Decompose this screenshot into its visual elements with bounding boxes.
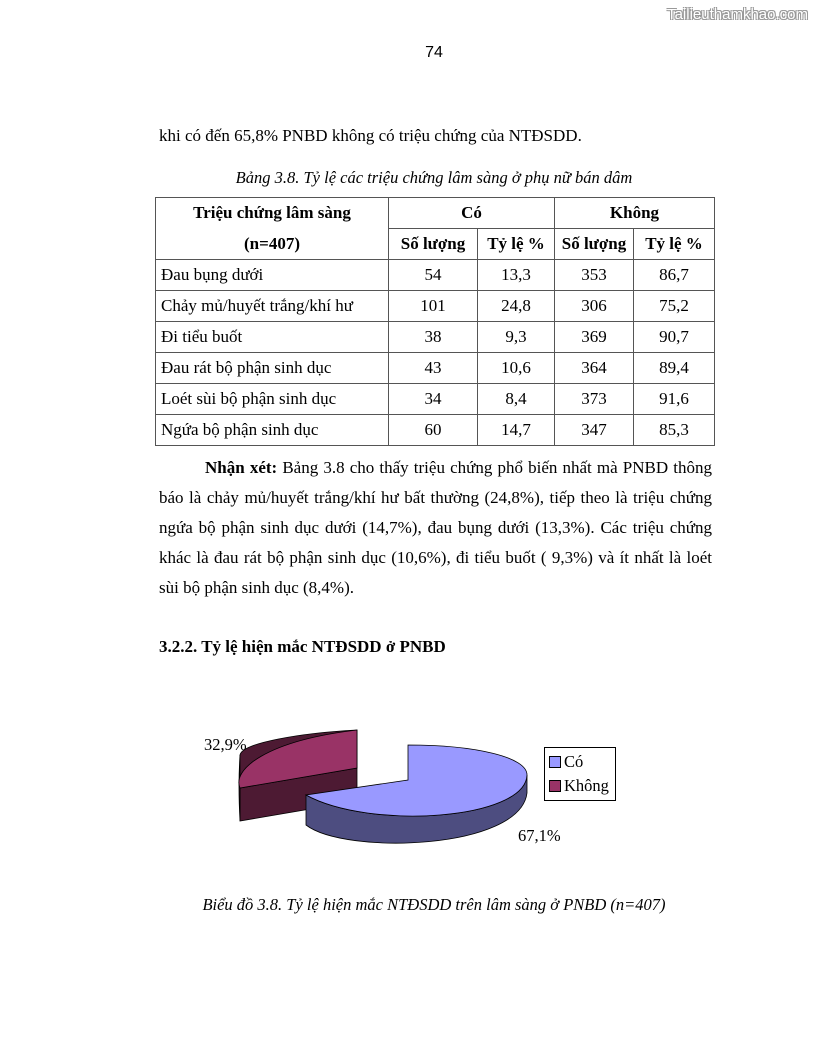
khong-count: 373 <box>555 384 634 415</box>
co-count: 101 <box>389 291 478 322</box>
khong-count: 364 <box>555 353 634 384</box>
comment-paragraph <box>159 453 712 603</box>
row-label: Loét sùi bộ phận sinh dục <box>156 384 389 415</box>
section-heading: 3.2.2. Tỷ lệ hiện mắc NTĐSDD ở PNBD <box>159 637 446 656</box>
khong-pct: 85,3 <box>634 415 715 446</box>
khong-count: 369 <box>555 322 634 353</box>
symptom-table <box>155 197 715 446</box>
table-row <box>156 415 715 446</box>
row-label: Chảy mủ/huyết trắng/khí hư <box>156 291 389 322</box>
khong-pct: 91,6 <box>634 384 715 415</box>
header-n: (n=407) <box>156 229 389 260</box>
table-row <box>156 384 715 415</box>
legend-label-khong: Không <box>564 776 609 795</box>
header-khong-count: Số lượng <box>555 229 634 260</box>
label-co-pct: 67,1% <box>518 826 561 845</box>
header-symptom: Triệu chứng lâm sàng <box>156 198 389 229</box>
comment-label: Nhận xét: <box>205 458 278 477</box>
co-pct: 8,4 <box>478 384 555 415</box>
table-caption: Bảng 3.8. Tỷ lệ các triệu chứng lâm sàng ở phụ nữ bán dâm <box>235 168 633 187</box>
co-pct: 9,3 <box>478 322 555 353</box>
header-group-khong: Không <box>555 198 715 229</box>
pie-chart <box>230 725 540 845</box>
header-co-count: Số lượng <box>389 229 478 260</box>
chart-legend <box>544 747 616 801</box>
legend-item-khong <box>549 776 609 796</box>
row-label: Đau rát bộ phận sinh dục <box>156 353 389 384</box>
co-count: 38 <box>389 322 478 353</box>
table-header-row <box>156 198 715 229</box>
co-count: 54 <box>389 260 478 291</box>
co-pct: 10,6 <box>478 353 555 384</box>
intro-line: khi có đến 65,8% PNBD không có triệu chứng của NTĐSDD. <box>159 126 582 145</box>
khong-pct: 86,7 <box>634 260 715 291</box>
co-count: 43 <box>389 353 478 384</box>
table-subheader-row <box>156 229 715 260</box>
chart-caption: Biểu đồ 3.8. Tỷ lệ hiện mắc NTĐSDD trên lâm sàng ở PNBD (n=407) <box>202 895 666 914</box>
header-khong-pct: Tỷ lệ % <box>634 229 715 260</box>
table-row <box>156 353 715 384</box>
legend-label-co: Có <box>564 752 584 771</box>
comment-text: Bảng 3.8 cho thấy triệu chứng phổ biến nhất mà PNBD thông báo là chảy mủ/huyết trắng/khí hư bất thường (24,8%), tiếp theo là triệu chứng ngứa bộ phận sinh dục dưới (14,7%), đau bụng dưới (13,3%). Các triệu chứng khác là đau rát bộ phận sinh dục (10,6%), đi tiểu buốt ( 9,3%) và ít nhất là loét sùi bộ phận sinh dục (8,4%). <box>159 458 712 597</box>
page-number: 74 <box>425 44 443 61</box>
co-pct: 13,3 <box>478 260 555 291</box>
row-label: Ngứa bộ phận sinh dục <box>156 415 389 446</box>
legend-item-co <box>549 752 583 772</box>
table-row <box>156 291 715 322</box>
khong-count: 347 <box>555 415 634 446</box>
khong-count: 353 <box>555 260 634 291</box>
khong-count: 306 <box>555 291 634 322</box>
row-label: Đi tiểu buốt <box>156 322 389 353</box>
table-row <box>156 260 715 291</box>
legend-swatch-khong <box>549 780 561 792</box>
khong-pct: 75,2 <box>634 291 715 322</box>
co-count: 34 <box>389 384 478 415</box>
legend-swatch-co <box>549 756 561 768</box>
row-label: Đau bụng dưới <box>156 260 389 291</box>
watermark: Tailieuthamkhao.com <box>667 6 808 23</box>
table-row <box>156 322 715 353</box>
co-pct: 14,7 <box>478 415 555 446</box>
label-khong-pct: 32,9% <box>204 735 247 754</box>
header-group-co: Có <box>389 198 555 229</box>
co-count: 60 <box>389 415 478 446</box>
header-co-pct: Tỷ lệ % <box>478 229 555 260</box>
co-pct: 24,8 <box>478 291 555 322</box>
khong-pct: 89,4 <box>634 353 715 384</box>
khong-pct: 90,7 <box>634 322 715 353</box>
